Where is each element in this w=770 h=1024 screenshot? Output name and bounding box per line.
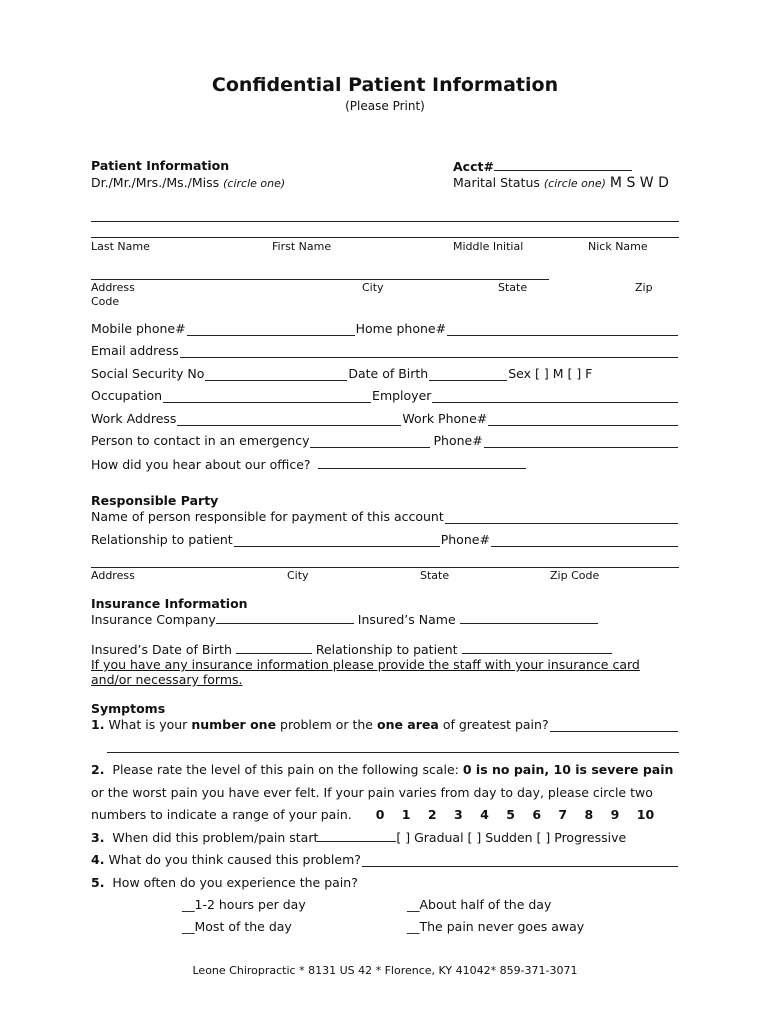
dob-label: Date of Birth: [348, 366, 429, 381]
zip-label: Zip: [635, 281, 653, 294]
city-label: City: [362, 281, 384, 294]
resp-zip-label: Zip Code: [550, 569, 600, 582]
q1-text-a: What is your: [108, 717, 188, 732]
phone-row: [91, 321, 679, 336]
acct-text: Acct#: [453, 159, 494, 174]
email-label: Email address: [91, 343, 179, 358]
pain-scale[interactable]: 0 1 2 3 4 5 6 7 8 9 10: [375, 807, 655, 822]
name-line-2[interactable]: [91, 237, 679, 238]
q3-field[interactable]: [318, 829, 396, 842]
ssn-label: Social Security No: [91, 366, 205, 381]
responsible-relationship-row: [91, 532, 679, 547]
insurance-company-label: Insurance Company: [91, 612, 216, 627]
insurance-company-row: [91, 611, 598, 627]
emergency-row: [91, 433, 679, 448]
address-line[interactable]: [91, 279, 549, 280]
q5-option-4[interactable]: __The pain never goes away: [407, 919, 585, 934]
nick-name-label: Nick Name: [588, 240, 648, 253]
marital-options[interactable]: M S W D: [609, 175, 669, 191]
occupation-row: [91, 388, 679, 403]
insured-dob-row: [91, 641, 612, 657]
employer-label: Employer: [372, 388, 432, 403]
address-label: Address: [91, 281, 135, 294]
acct-field[interactable]: [494, 158, 632, 171]
q2-number: 2.: [91, 762, 105, 777]
last-name-label: Last Name: [91, 240, 150, 253]
occupation-field[interactable]: [163, 389, 371, 403]
q1-field-line2[interactable]: [107, 752, 679, 753]
patient-info-heading: Patient Information: [91, 158, 230, 173]
ssn-row: [91, 366, 679, 381]
q1-field[interactable]: [550, 718, 678, 732]
responsible-heading: Responsible Party: [91, 493, 219, 508]
page-subtitle: (Please Print): [345, 99, 425, 113]
q5-option-1[interactable]: __1-2 hours per day: [182, 897, 306, 912]
middle-initial-label: Middle Initial: [453, 240, 524, 253]
q3-number: 3.: [91, 830, 105, 845]
q2-line3-text: numbers to indicate a range of your pain.: [91, 807, 352, 822]
insurance-heading: Insurance Information: [91, 596, 248, 611]
question-2: [91, 762, 673, 777]
email-row: [91, 343, 679, 358]
marital-label: Marital Status: [453, 175, 540, 190]
responsible-name-field[interactable]: [445, 510, 678, 524]
resp-city-label: City: [287, 569, 309, 582]
q1-text-d: one area: [376, 717, 439, 732]
insurance-note-line2: and/or necessary forms.: [91, 672, 243, 687]
responsible-name-label: Name of person responsible for payment of this account: [91, 509, 444, 524]
hear-field[interactable]: [318, 456, 526, 469]
q1-number: 1.: [91, 717, 105, 732]
state-label: State: [498, 281, 528, 294]
responsible-phone-field[interactable]: [491, 533, 678, 547]
ssn-field[interactable]: [205, 367, 347, 381]
name-line-1[interactable]: [91, 221, 679, 222]
q1-text-c: problem or the: [280, 717, 373, 732]
q5-option-3[interactable]: __Most of the day: [182, 919, 292, 934]
emergency-field[interactable]: [310, 434, 430, 448]
mobile-field[interactable]: [187, 322, 355, 336]
circle-one-note: (circle one): [223, 177, 286, 190]
salutation-options[interactable]: Dr./Mr./Mrs./Ms./Miss: [91, 175, 220, 190]
work-row: [91, 411, 679, 426]
q2-line2: or the worst pain you have ever felt. If your pain varies from day to day, please circle two: [91, 785, 653, 800]
emergency-label: Person to contact in an emergency: [91, 433, 310, 448]
insured-dob-field[interactable]: [236, 641, 312, 654]
symptoms-heading: Symptoms: [91, 701, 166, 716]
marital-status: [453, 175, 669, 191]
mobile-label: Mobile phone#: [91, 321, 186, 336]
hear-row: [91, 456, 526, 472]
sex-options[interactable]: Sex [ ] M [ ] F: [508, 366, 593, 381]
footer-address: Leone Chiropractic * 8131 US 42 * Florence, KY 41042* 859-371-3071: [192, 964, 578, 977]
question-5: [91, 875, 358, 890]
insurance-company-field[interactable]: [216, 611, 354, 624]
work-address-label: Work Address: [91, 411, 177, 426]
q1-text-b: number one: [191, 717, 277, 732]
responsible-name-row: [91, 509, 679, 524]
salutation-label: [91, 175, 285, 190]
responsible-address-line[interactable]: [91, 567, 679, 568]
home-field[interactable]: [447, 322, 678, 336]
responsible-phone-label: Phone#: [440, 532, 490, 547]
insured-relationship-label: Relationship to patient: [315, 642, 458, 657]
code-label: Code: [91, 295, 120, 308]
insurance-note-line1: If you have any insurance information please provide the staff with your insurance card: [91, 657, 640, 672]
q4-number: 4.: [91, 852, 105, 867]
insured-name-field[interactable]: [460, 611, 598, 624]
responsible-relationship-label: Relationship to patient: [91, 532, 233, 547]
q5-option-2[interactable]: __About half of the day: [407, 897, 552, 912]
first-name-label: First Name: [272, 240, 332, 253]
employer-field[interactable]: [432, 389, 678, 403]
work-address-field[interactable]: [177, 412, 401, 426]
q3-options[interactable]: [ ] Gradual [ ] Sudden [ ] Progressive: [396, 830, 627, 845]
dob-field[interactable]: [429, 367, 507, 381]
marital-circle-note: (circle one): [543, 177, 606, 190]
work-phone-label: Work Phone#: [402, 411, 488, 426]
emergency-phone-field[interactable]: [484, 434, 678, 448]
occupation-label: Occupation: [91, 388, 163, 403]
hear-label: How did you hear about our office?: [91, 457, 311, 472]
home-label: Home phone#: [355, 321, 447, 336]
q3-text: When did this problem/pain start: [112, 830, 319, 845]
resp-address-label: Address: [91, 569, 135, 582]
responsible-relationship-field[interactable]: [234, 533, 440, 547]
q4-field[interactable]: [362, 853, 678, 867]
insured-name-label: Insured’s Name: [357, 612, 456, 627]
question-3: [91, 829, 626, 845]
q4-text: What do you think caused this problem?: [108, 852, 361, 867]
insured-relationship-field[interactable]: [462, 641, 612, 654]
page-title: Confidential Patient Information: [211, 74, 559, 96]
q5-number: 5.: [91, 875, 105, 890]
q5-text: How often do you experience the pain?: [112, 875, 358, 890]
q1-text-e: of greatest pain?: [442, 717, 549, 732]
q2-text-b: 0 is no pain, 10 is severe pain: [462, 762, 674, 777]
resp-state-label: State: [420, 569, 450, 582]
email-field[interactable]: [180, 344, 678, 358]
acct-label: [453, 158, 632, 174]
q2-line3: [91, 807, 654, 822]
question-1: [91, 717, 679, 732]
work-phone-field[interactable]: [488, 412, 678, 426]
question-4: [91, 852, 679, 867]
insured-dob-label: Insured’s Date of Birth: [91, 642, 232, 657]
q2-text-a: Please rate the level of this pain on the following scale:: [112, 762, 463, 777]
emergency-phone-label: Phone#: [433, 433, 483, 448]
